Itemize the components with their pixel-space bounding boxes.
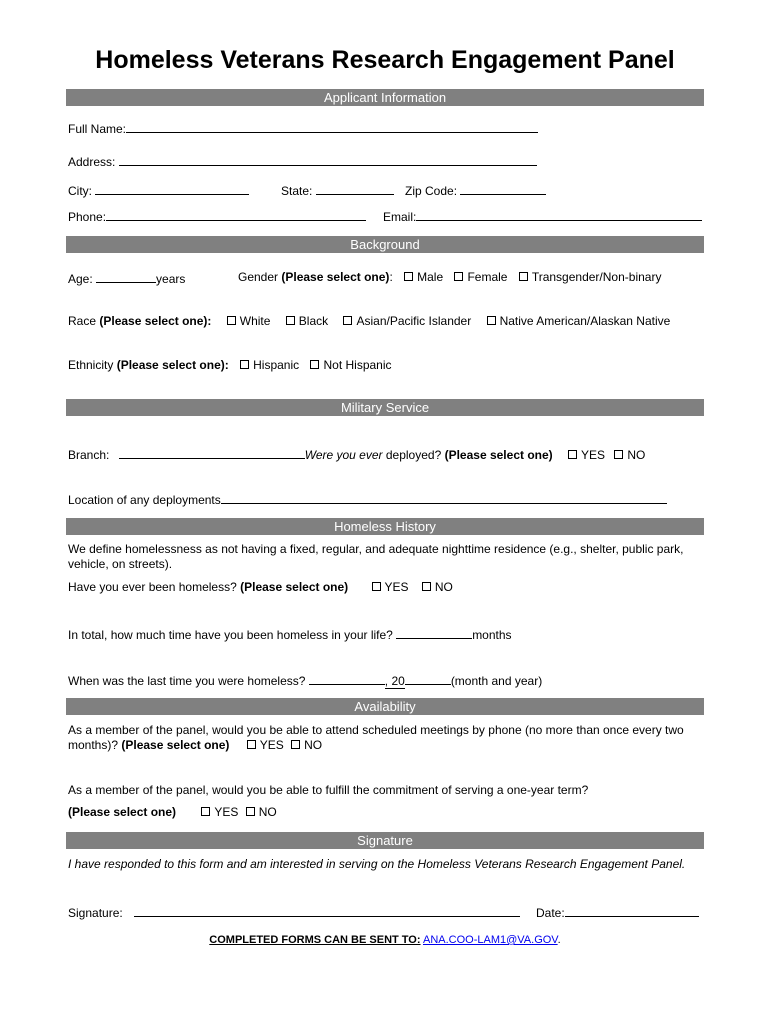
- ethnicity-option-not-hispanic[interactable]: Not Hispanic: [310, 358, 391, 372]
- full-name-field[interactable]: [126, 120, 538, 133]
- ethnicity-label: Ethnicity: [68, 358, 114, 372]
- ever-homeless-select-one: (Please select one): [240, 580, 349, 594]
- address-label: Address:: [68, 155, 116, 169]
- checkbox[interactable]: [372, 582, 381, 591]
- section-header-military: Military Service: [66, 399, 704, 416]
- gender-label: Gender: [238, 270, 279, 284]
- deployed-no[interactable]: NO: [614, 448, 645, 462]
- checkbox[interactable]: [519, 272, 528, 281]
- branch-row: [68, 446, 645, 463]
- last-homeless-row: [68, 672, 542, 689]
- signature-label: Signature:: [68, 906, 123, 920]
- section-header-applicant: Applicant Information: [66, 89, 704, 106]
- branch-label: Branch:: [68, 448, 110, 462]
- gender-option-male[interactable]: Male: [404, 270, 443, 284]
- date-row: [536, 904, 699, 921]
- checkbox[interactable]: [291, 740, 300, 749]
- date-field[interactable]: [565, 904, 699, 917]
- city-label: City:: [68, 184, 92, 198]
- years-label: years: [156, 272, 186, 286]
- send-to-label: COMPLETED FORMS CAN BE SENT TO:: [209, 934, 421, 946]
- zip-row: [405, 182, 546, 199]
- phone-field[interactable]: [106, 208, 366, 221]
- checkbox[interactable]: [247, 740, 256, 749]
- checkbox[interactable]: [614, 450, 623, 459]
- state-field[interactable]: [316, 182, 394, 195]
- phone-row: [68, 208, 366, 225]
- race-row: Race (Please select one): White Black Asian/Pacific Islander Native American/Alaskan Native: [68, 314, 671, 328]
- address-field[interactable]: [119, 153, 537, 166]
- month-year-label: (month and year): [450, 674, 543, 688]
- deployed-italic: Were you ever: [304, 448, 383, 462]
- signature-row: [68, 904, 520, 921]
- date-label: Date:: [536, 906, 565, 920]
- deployed-yes[interactable]: YES: [568, 448, 605, 462]
- meetings-question-block: [68, 723, 704, 753]
- homeless-definition: We define homelessness as not having a fixed, regular, and adequate nighttime residence (e.g., shelter, public park, vehicle, on streets).: [68, 542, 684, 571]
- send-to-row: [0, 933, 770, 948]
- checkbox[interactable]: [404, 272, 413, 281]
- checkbox[interactable]: [240, 360, 249, 369]
- gender-row: Gender (Please select one): Male Female Transgender/Non-binary: [238, 270, 662, 284]
- send-to-period: .: [557, 934, 561, 946]
- ethnicity-option-hispanic[interactable]: Hispanic: [240, 358, 299, 372]
- section-header-homeless: Homeless History: [66, 518, 704, 535]
- race-option-asian[interactable]: Asian/Pacific Islander: [343, 314, 471, 328]
- age-field[interactable]: [96, 270, 156, 283]
- email-row: [383, 208, 702, 225]
- state-row: [281, 182, 394, 199]
- term-no[interactable]: NO: [246, 805, 277, 819]
- checkbox[interactable]: [310, 360, 319, 369]
- term-question: As a member of the panel, would you be able to fulfill the commitment of serving a one-year term?: [68, 783, 589, 797]
- send-to-email-link[interactable]: ANA.COO-LAM1@VA.GOV: [422, 934, 558, 946]
- term-answer-row: [68, 805, 277, 820]
- checkbox[interactable]: [201, 807, 210, 816]
- zip-field[interactable]: [460, 182, 546, 195]
- ever-homeless-row: [68, 580, 453, 595]
- checkbox[interactable]: [568, 450, 577, 459]
- gender-option-transgender[interactable]: Transgender/Non-binary: [519, 270, 662, 284]
- checkbox[interactable]: [454, 272, 463, 281]
- race-option-white[interactable]: White: [227, 314, 271, 328]
- section-header-availability: Availability: [66, 698, 704, 715]
- deployment-location-field[interactable]: [221, 491, 667, 504]
- deployment-location-label: Location of any deployments: [68, 493, 221, 507]
- email-label: Email:: [383, 210, 417, 224]
- age-row: [68, 270, 185, 287]
- city-field[interactable]: [95, 182, 249, 195]
- gender-option-female[interactable]: Female: [454, 270, 507, 284]
- meetings-select-one: (Please select one): [121, 738, 230, 752]
- year-prefix: , 20: [384, 674, 405, 688]
- gender-select-one: (Please select one): [281, 270, 390, 284]
- page-title: Homeless Veterans Research Engagement Panel: [95, 46, 675, 74]
- full-name-label: Full Name:: [68, 122, 127, 136]
- state-label: State:: [281, 184, 313, 198]
- checkbox[interactable]: [343, 316, 352, 325]
- term-select-one: (Please select one): [68, 805, 177, 819]
- total-homeless-row: [68, 626, 512, 643]
- ethnicity-row: Ethnicity (Please select one): Hispanic Not Hispanic: [68, 358, 392, 372]
- section-header-signature: Signature: [66, 832, 704, 849]
- meetings-no[interactable]: NO: [291, 738, 322, 752]
- ever-homeless-no[interactable]: NO: [422, 580, 453, 594]
- last-homeless-year-field[interactable]: [405, 672, 451, 685]
- total-homeless-field[interactable]: [396, 626, 472, 639]
- age-label: Age:: [68, 272, 93, 286]
- city-row: [68, 182, 249, 199]
- branch-field[interactable]: [119, 446, 305, 459]
- race-select-one: (Please select one): [99, 314, 208, 328]
- total-homeless-question: In total, how much time have you been homeless in your life?: [68, 628, 393, 642]
- ever-homeless-yes[interactable]: YES: [372, 580, 409, 594]
- checkbox[interactable]: [487, 316, 496, 325]
- checkbox[interactable]: [422, 582, 431, 591]
- section-header-background: Background: [66, 236, 704, 253]
- last-homeless-question: When was the last time you were homeless?: [68, 674, 306, 688]
- race-option-native[interactable]: Native American/Alaskan Native: [487, 314, 671, 328]
- term-yes[interactable]: YES: [201, 805, 238, 819]
- race-label: Race: [68, 314, 97, 328]
- phone-label: Phone:: [68, 210, 107, 224]
- signature-statement: I have responded to this form and am interested in serving on the Homeless Veterans Research Engagement Panel.: [68, 857, 686, 871]
- address-row: [68, 153, 537, 170]
- checkbox[interactable]: [227, 316, 236, 325]
- signature-field[interactable]: [134, 904, 520, 917]
- deployment-location-row: [68, 491, 667, 508]
- full-name-row: [68, 120, 538, 137]
- email-field[interactable]: [416, 208, 702, 221]
- deployed-select-one: (Please select one): [444, 448, 553, 462]
- zip-label: Zip Code:: [405, 184, 458, 198]
- ever-homeless-question: Have you ever been homeless?: [68, 580, 237, 594]
- race-option-black[interactable]: Black: [286, 314, 328, 328]
- ethnicity-select-one: (Please select one): [116, 358, 225, 372]
- checkbox[interactable]: [246, 807, 255, 816]
- last-homeless-month-field[interactable]: [309, 672, 385, 685]
- meetings-yes[interactable]: YES: [247, 738, 284, 752]
- checkbox[interactable]: [286, 316, 295, 325]
- months-label: months: [472, 628, 512, 642]
- meetings-question: As a member of the panel, would you be able to attend scheduled meetings by phone (no more than once every two months)?: [68, 723, 684, 752]
- deployed-question: deployed?: [385, 448, 442, 462]
